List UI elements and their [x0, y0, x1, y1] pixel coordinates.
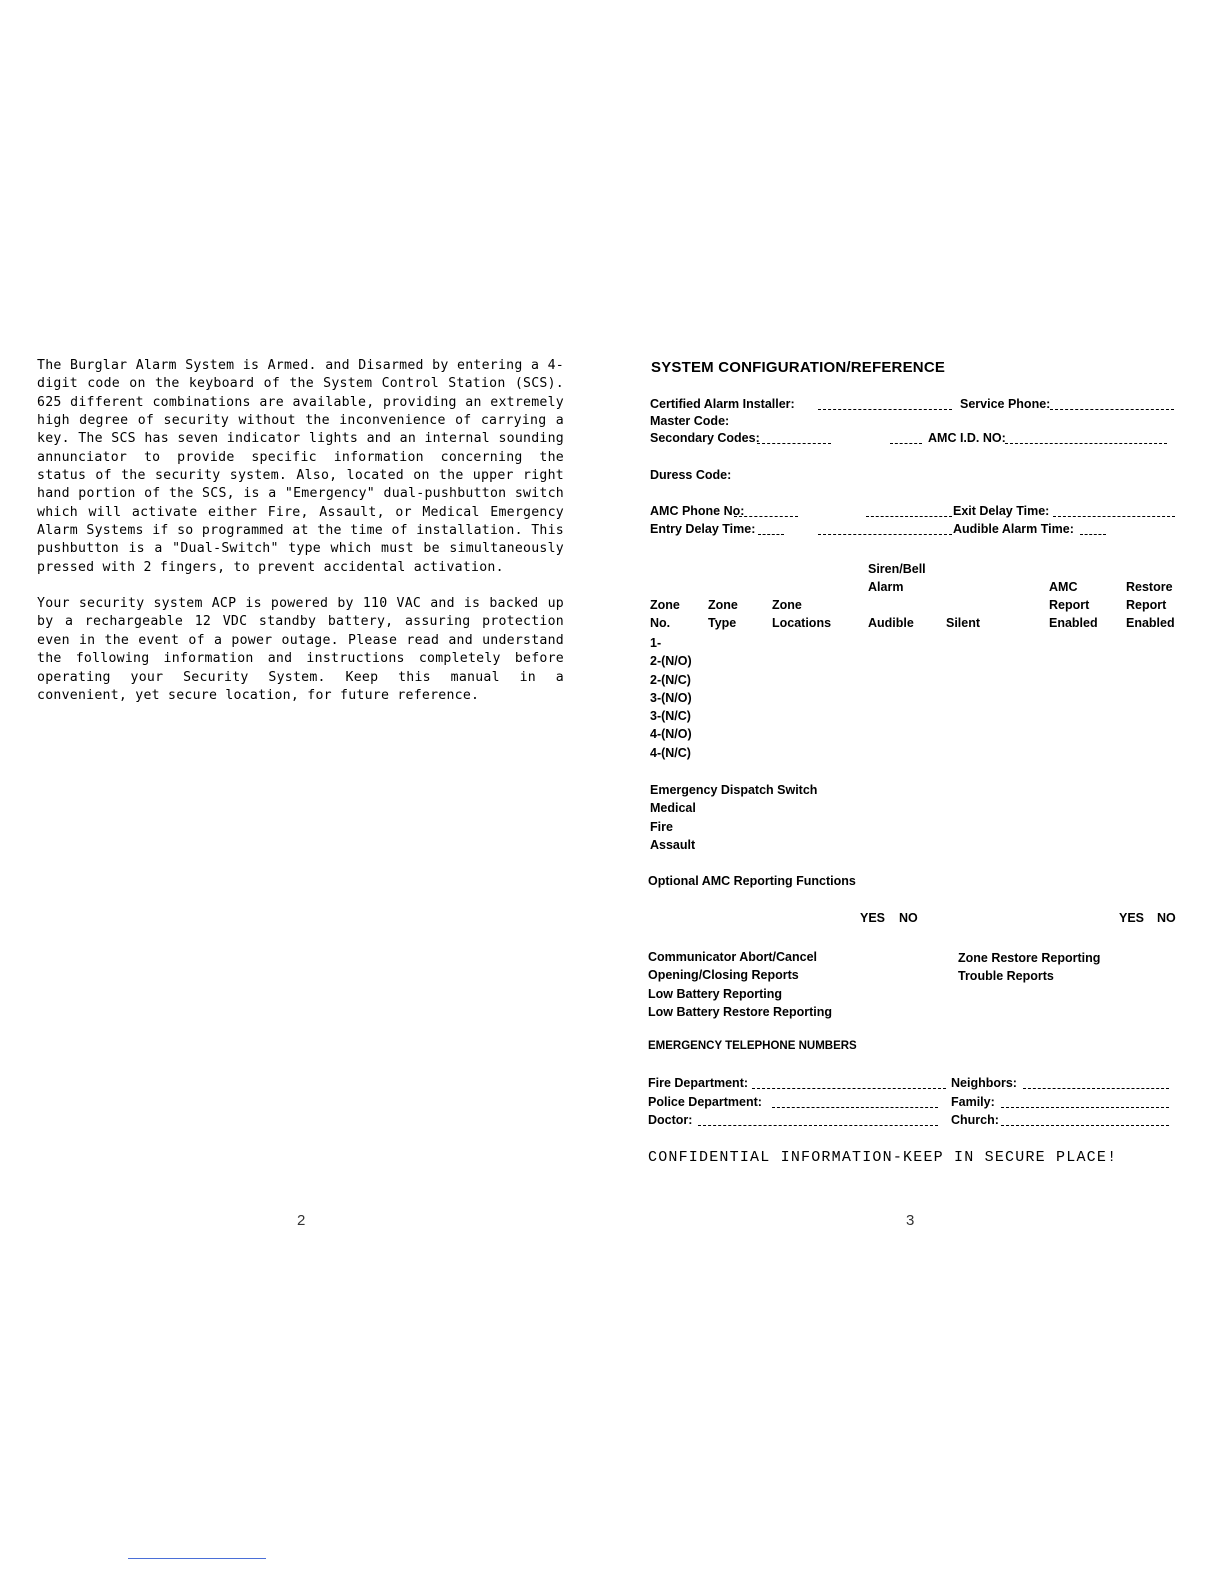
form-title: SYSTEM CONFIGURATION/REFERENCE [651, 359, 946, 376]
yes-label-left: YES [860, 911, 886, 925]
emergency-dispatch-heading: Emergency Dispatch Switch [650, 783, 818, 797]
zone-row: 2-(N/C) [650, 672, 691, 687]
yes-label-right: YES [1119, 911, 1145, 925]
exit-delay-blank[interactable] [1053, 516, 1175, 517]
optional-amc-heading: Optional AMC Reporting Functions [648, 874, 856, 888]
duress-code-label: Duress Code: [650, 468, 732, 482]
optional-right-list [958, 949, 1100, 986]
optional-left-list [648, 948, 832, 1021]
emergency-item: Medical [650, 801, 696, 816]
installer-label: Certified Alarm Installer: [650, 397, 795, 411]
family-blank[interactable] [1001, 1107, 1169, 1108]
amc-phone-label: AMC Phone No: [650, 504, 745, 518]
entry-delay-blank[interactable] [758, 534, 784, 535]
optional-item: Zone Restore Reporting [958, 951, 1101, 965]
entry-delay-line [648, 522, 1178, 538]
doctor-blank[interactable] [698, 1125, 938, 1126]
neighbors-blank[interactable] [1023, 1088, 1169, 1089]
emergency-item: Assault [650, 837, 696, 852]
restore-report-header: Restore Report Enabled [1126, 580, 1175, 630]
doctor-label: Doctor: [648, 1113, 693, 1127]
secondary-codes-blank[interactable] [757, 443, 831, 444]
amc-id-label: AMC I.D. NO: [928, 431, 1006, 445]
amc-phone-blank[interactable] [734, 516, 798, 517]
audible-alarm-blank[interactable] [1080, 534, 1106, 535]
fire-dept-label: Fire Department: [648, 1076, 749, 1090]
zone-row: 3-(N/O) [650, 690, 692, 705]
emergency-dispatch-section [650, 781, 817, 854]
zone-row: 1- [650, 636, 662, 650]
emergency-item: Fire [650, 819, 673, 834]
amc-id-blank[interactable] [1005, 443, 1167, 444]
page-number-right: 3 [906, 1212, 915, 1229]
no-label-right: NO [1157, 911, 1176, 925]
secondary-codes-blank-2[interactable] [890, 443, 922, 444]
installer-blank[interactable] [818, 409, 952, 410]
service-phone-blank[interactable] [1050, 409, 1174, 410]
exit-delay-label: Exit Delay Time: [953, 504, 1050, 518]
police-dept-blank[interactable] [772, 1107, 938, 1108]
optional-item: Trouble Reports [958, 969, 1054, 984]
zone-locations-header: Zone Locations [772, 598, 832, 630]
emergency-phones-heading: EMERGENCY TELEPHONE NUMBERS [648, 1040, 857, 1052]
family-label: Family: [951, 1095, 995, 1109]
page-number-left: 2 [297, 1212, 306, 1229]
power-paragraph: Your security system ACP is powered by 110 VAC and is backed up by a rechargeable 12 VDC standby battery, assuring protection even in the event of a power outage. Please read and understand the following information and instructions completely before operating your Security System. Keep this manual in a convenient, yet secure location, for future reference. [37, 596, 564, 703]
amc-phone-line [648, 504, 1178, 520]
zone-type-header: Zone Type [708, 598, 738, 630]
zone-row: 3-(N/C) [650, 709, 691, 724]
zone-row: 2-(N/O) [650, 654, 692, 669]
intro-paragraph: The Burglar Alarm System is Armed. and Disarmed by entering a 4-digit code on the keyboard of the System Control Station (SCS). 625 different combinations are available, providing an extremely high degree of security without the inconvenience of carrying a key. The SCS has seven indicator lights and an internal sounding annunciator to provide specific information concerning the status of the security system. Also, located on the upper right hand portion of the SCS, is a "Emergency" dual-pushbutton switch which will activate either Fire, Assault, or Medical Emergency Alarm Systems if so programmed at the time of installation. This pushbutton is a "Dual-Switch" type which must be simultaneously pressed with 2 fingers, to prevent accidental activation. [37, 358, 564, 575]
amc-phone-blank-2[interactable] [866, 516, 952, 517]
zone-rows [650, 634, 692, 762]
fire-dept-line [648, 1076, 1178, 1092]
church-label: Church: [951, 1113, 999, 1127]
siren-bell-header: Siren/Bell Alarm [868, 562, 926, 594]
service-phone-label: Service Phone: [960, 397, 1051, 411]
secondary-codes-line [648, 431, 1178, 447]
entry-delay-label: Entry Delay Time: [650, 522, 756, 536]
silent-header: Silent [946, 616, 981, 630]
optional-item: Low Battery Restore Reporting [648, 1004, 833, 1019]
optional-item: Low Battery Reporting [648, 986, 783, 1001]
secondary-codes-label: Secondary Codes: [650, 431, 760, 445]
amc-report-header: AMC Report Enabled [1049, 580, 1098, 630]
right-page-form [648, 0, 1178, 1584]
audible-header: Audible [868, 616, 914, 630]
neighbors-label: Neighbors: [951, 1076, 1017, 1090]
optional-item: Opening/Closing Reports [648, 968, 799, 983]
footer-rule [128, 1558, 266, 1559]
confidential-notice: CONFIDENTIAL INFORMATION-KEEP IN SECURE PLACE! [648, 1149, 1118, 1166]
police-dept-line [648, 1095, 1178, 1111]
left-page-text [37, 357, 564, 705]
optional-item: Communicator Abort/Cancel [648, 950, 818, 964]
church-blank[interactable] [1001, 1125, 1169, 1126]
zone-row: 4-(N/C) [650, 745, 691, 760]
fire-dept-blank[interactable] [752, 1088, 946, 1089]
doctor-line [648, 1113, 1178, 1129]
entry-delay-blank-2[interactable] [818, 534, 952, 535]
zone-row: 4-(N/O) [650, 727, 692, 742]
police-dept-label: Police Department: [648, 1095, 762, 1109]
master-code-label: Master Code: [650, 414, 730, 428]
installer-line [648, 397, 1178, 413]
zone-no-header: Zone No. [650, 598, 680, 630]
no-label-left: NO [899, 911, 918, 925]
audible-alarm-label: Audible Alarm Time: [953, 522, 1074, 536]
